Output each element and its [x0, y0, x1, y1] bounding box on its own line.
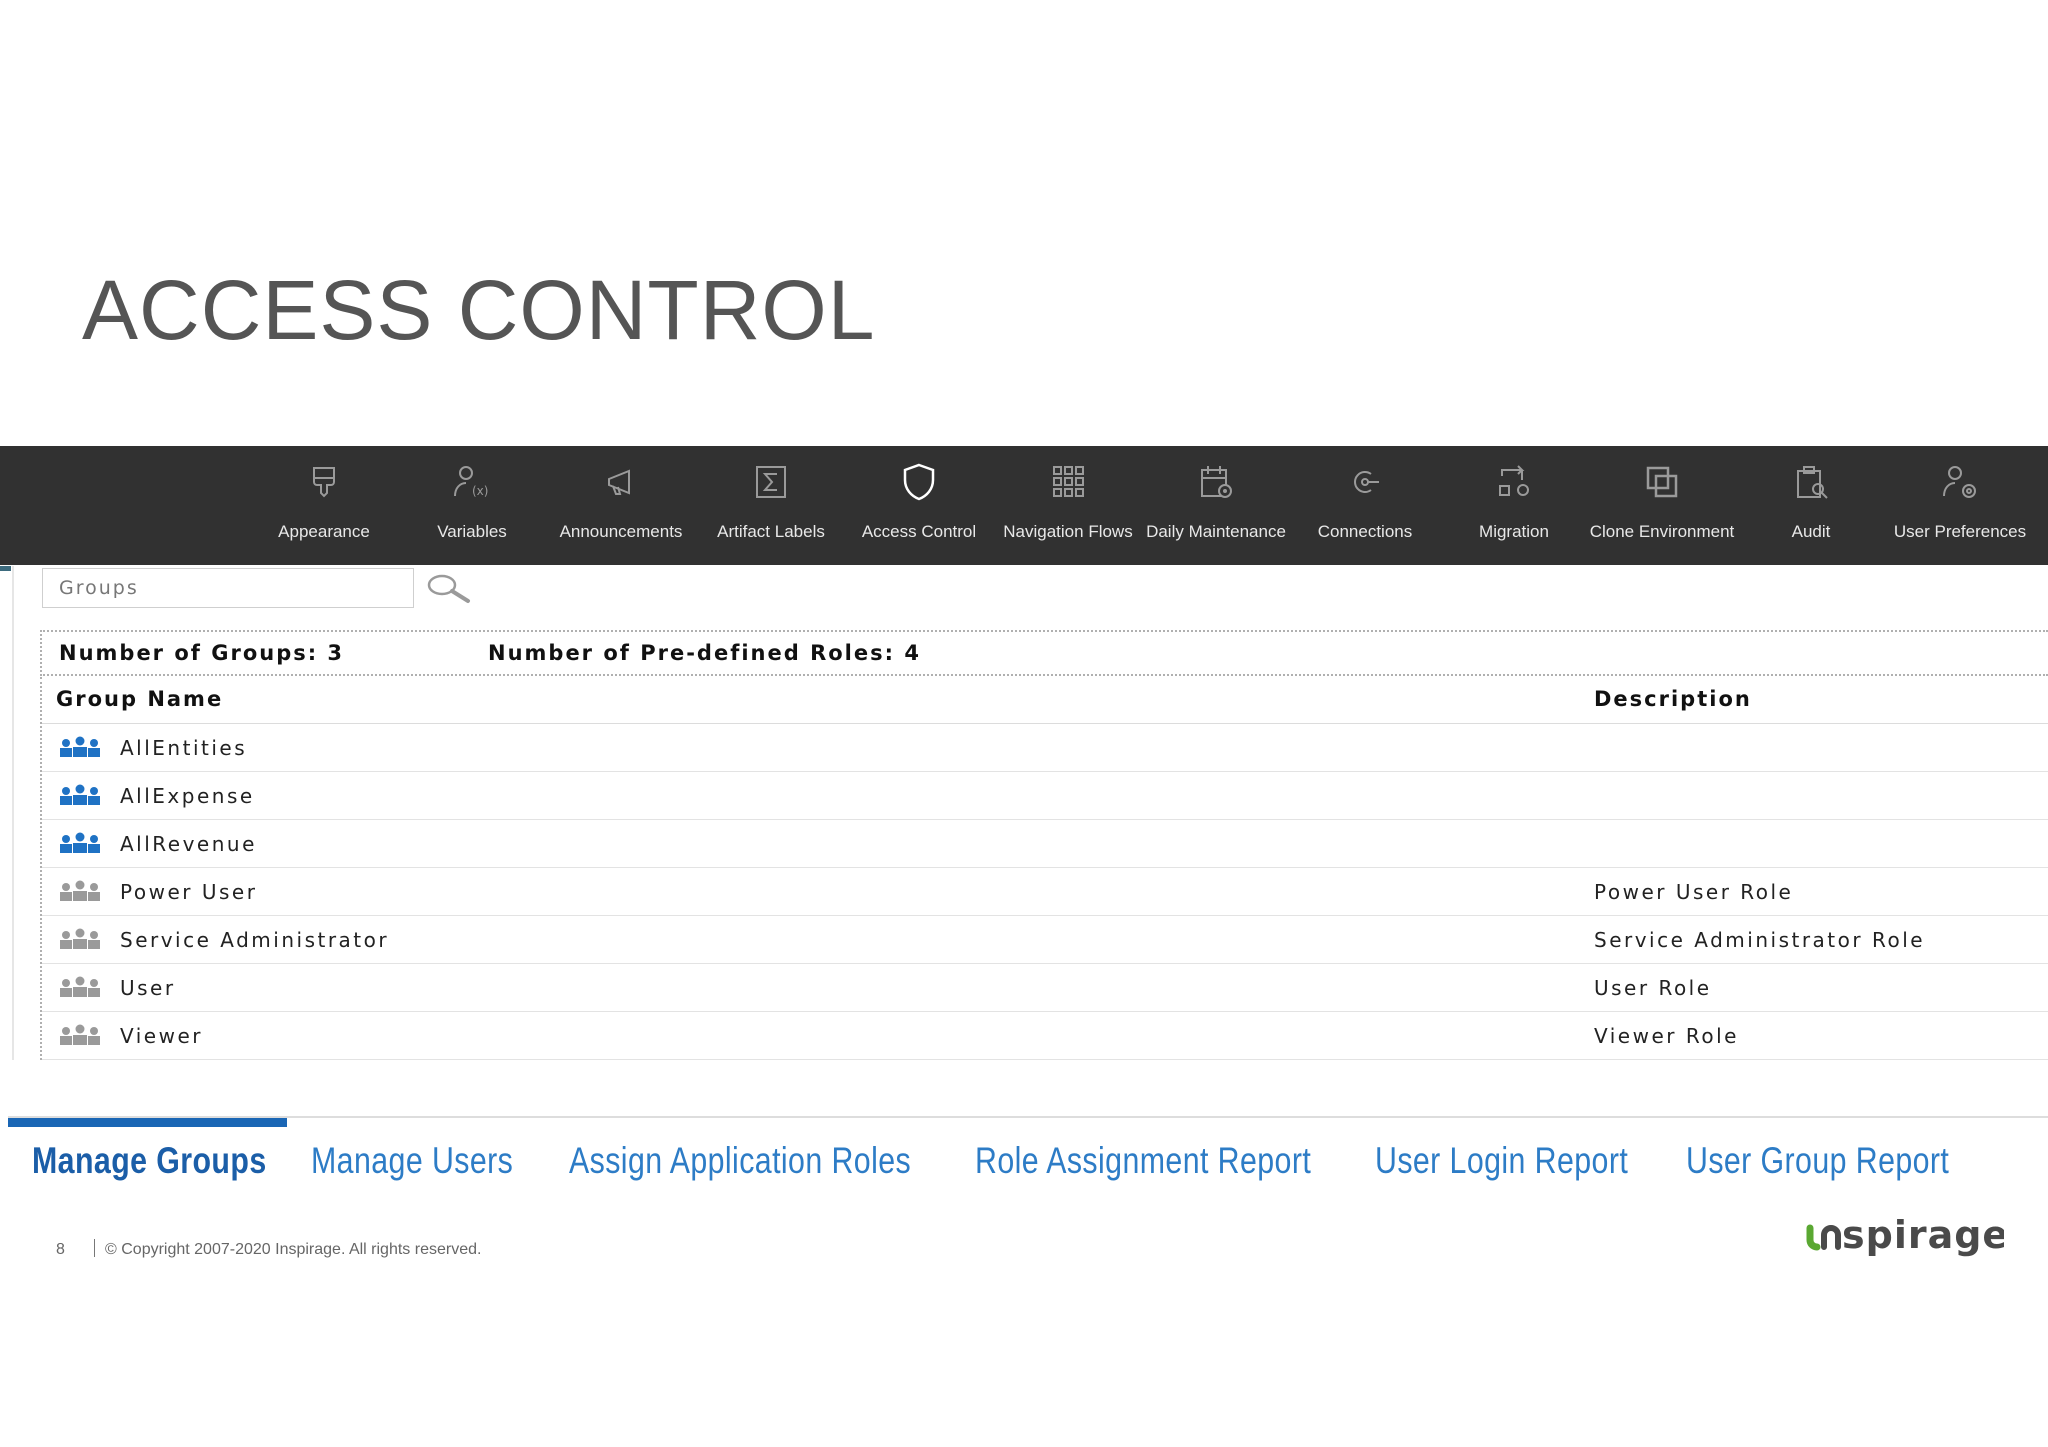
toolbar-item-migration[interactable] — [1440, 446, 1588, 565]
group-icon — [58, 880, 102, 902]
toolbar-item-user-preferences[interactable] — [1886, 446, 2034, 565]
toolbar-item-clone-environment[interactable] — [1588, 446, 1736, 565]
table-header — [42, 677, 2048, 724]
grid-icon — [1048, 462, 1088, 502]
tab-user-login-report[interactable]: User Login Report — [1375, 1140, 1629, 1181]
toolbar-label: Navigation Flows — [1003, 522, 1133, 541]
toolbar-label: Artifact Labels — [717, 522, 825, 541]
toolbar-label: User Preferences — [1893, 522, 2027, 541]
edge-accent — [0, 566, 11, 571]
toolbar-item-access-control[interactable] — [845, 446, 993, 565]
table-row[interactable] — [42, 868, 2048, 916]
svg-text:spirage: spirage — [1842, 1214, 2004, 1257]
group-name[interactable]: Viewer — [120, 1024, 203, 1048]
group-icon — [58, 1024, 102, 1046]
group-icon — [58, 784, 102, 806]
svg-text:(x): (x) — [472, 484, 489, 498]
group-name[interactable]: User — [120, 976, 176, 1000]
toolbar-label: Access Control — [861, 522, 977, 541]
migration-icon — [1494, 462, 1534, 502]
group-icon — [58, 832, 102, 854]
sigma-icon — [751, 462, 791, 502]
user-gear-icon — [1940, 462, 1980, 502]
shield-icon — [899, 462, 939, 502]
connection-icon — [1345, 462, 1385, 502]
clone-icon — [1642, 462, 1682, 502]
toolbar-label: Migration — [1479, 522, 1549, 541]
toolbar-item-variables[interactable] — [398, 446, 546, 565]
tab-role-assignment-report[interactable]: Role Assignment Report — [975, 1140, 1312, 1181]
footer-separator — [94, 1239, 95, 1257]
toolbar-item-audit[interactable] — [1737, 446, 1885, 565]
table-row[interactable] — [42, 1012, 2048, 1060]
toolbar-item-daily-maintenance[interactable] — [1142, 446, 1290, 565]
toolbar-item-artifact-labels[interactable] — [697, 446, 845, 565]
table-row[interactable] — [42, 820, 2048, 868]
summary-bar — [40, 630, 2048, 676]
groups-table — [40, 677, 2048, 1060]
toolbar-label: Variables — [437, 522, 507, 541]
group-name[interactable]: AllExpense — [120, 784, 255, 808]
group-description: Power User Role — [1594, 880, 1794, 904]
slide-title: ACCESS CONTROL — [82, 263, 876, 357]
column-header-description[interactable]: Description — [1594, 687, 1752, 711]
group-name[interactable]: AllEntities — [120, 736, 248, 760]
column-header-group-name[interactable]: Group Name — [56, 687, 224, 711]
search-button[interactable] — [426, 572, 474, 606]
copyright-text: © Copyright 2007-2020 Inspirage. All rights reserved. — [105, 1241, 482, 1258]
toolbar-item-navigation-flows[interactable] — [994, 446, 1142, 565]
audit-icon — [1791, 462, 1831, 502]
group-icon — [58, 928, 102, 950]
toolbar-label: Appearance — [278, 522, 370, 541]
toolbar-label: Daily Maintenance — [1146, 522, 1286, 541]
tab-manage-groups[interactable]: Manage Groups — [32, 1140, 267, 1181]
megaphone-icon — [601, 462, 641, 502]
table-row[interactable] — [42, 964, 2048, 1012]
toolbar-item-announcements[interactable] — [547, 446, 695, 565]
group-description: Viewer Role — [1594, 1024, 1739, 1048]
search-icon — [426, 572, 474, 606]
toolbar-label: Announcements — [559, 522, 683, 541]
group-search-field[interactable] — [42, 568, 414, 608]
tab-manage-users[interactable]: Manage Users — [311, 1140, 514, 1181]
toolbar-item-appearance[interactable] — [250, 446, 398, 565]
calendar-gear-icon — [1196, 462, 1236, 502]
table-row[interactable] — [42, 772, 2048, 820]
group-name[interactable]: Service Administrator — [120, 928, 390, 952]
group-description: Service Administrator Role — [1594, 928, 1926, 952]
inspirage-logo — [1804, 1214, 2004, 1268]
table-row[interactable] — [42, 724, 2048, 772]
appearance-icon — [304, 462, 344, 502]
toolbar-label: Clone Environment — [1589, 522, 1735, 541]
toolbar-label: Audit — [1791, 522, 1831, 541]
toolbar-label: Connections — [1317, 522, 1413, 541]
table-row[interactable] — [42, 916, 2048, 964]
toolbar-item-connections[interactable] — [1291, 446, 1439, 565]
variables-icon — [452, 462, 492, 502]
group-description: User Role — [1594, 976, 1712, 1000]
active-tab-indicator — [8, 1118, 287, 1127]
group-name[interactable]: AllRevenue — [120, 832, 257, 856]
edge-divider — [12, 566, 14, 1060]
search-input[interactable] — [43, 569, 413, 607]
group-icon — [58, 976, 102, 998]
group-icon — [58, 736, 102, 758]
page-number: 8 — [56, 1241, 65, 1258]
settings-toolbar — [0, 446, 2048, 565]
group-count: Number of Groups: 3 — [59, 641, 345, 665]
tabs-divider — [8, 1116, 2048, 1118]
group-name[interactable]: Power User — [120, 880, 258, 904]
tab-user-group-report[interactable]: User Group Report — [1686, 1140, 1950, 1181]
role-count: Number of Pre-defined Roles: 4 — [488, 641, 921, 665]
tab-assign-application-roles[interactable]: Assign Application Roles — [569, 1140, 912, 1181]
